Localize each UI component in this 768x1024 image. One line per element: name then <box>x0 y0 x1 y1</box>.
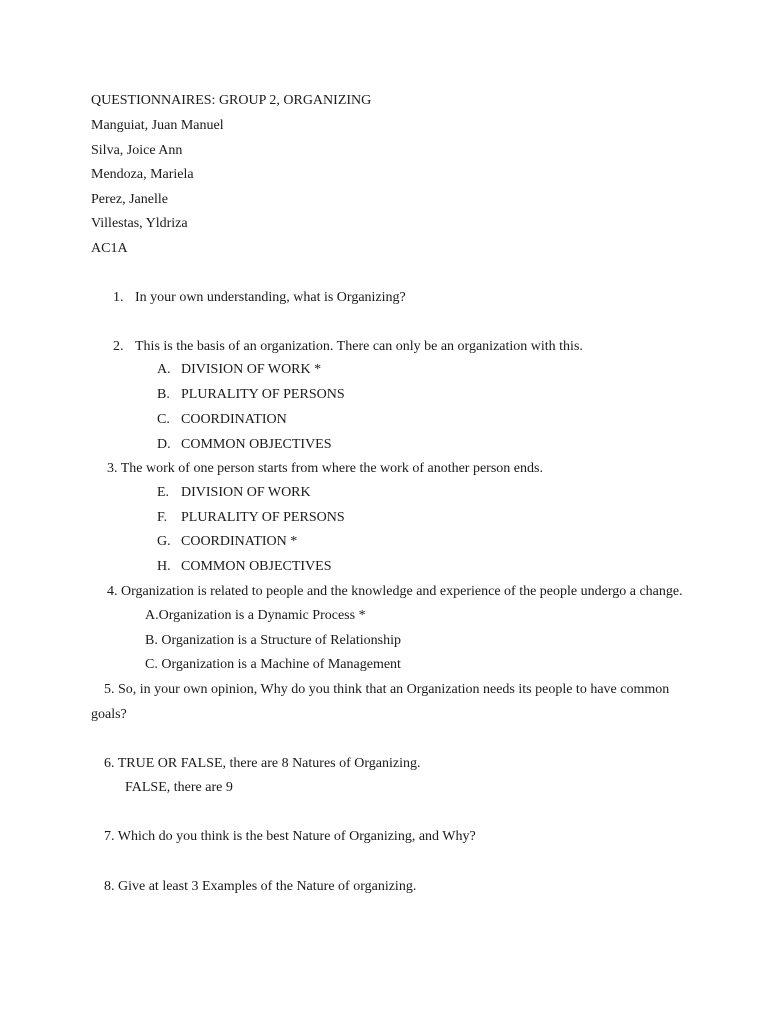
member-name: Mendoza, Mariela <box>91 167 194 182</box>
option-letter: B. <box>157 387 170 402</box>
member-name: Perez, Janelle <box>91 192 168 207</box>
option-text: PLURALITY OF PERSONS <box>181 387 345 402</box>
question-number: 1. <box>113 290 124 305</box>
question-6: 6. TRUE OR FALSE, there are 8 Natures of Organizing. <box>104 756 421 771</box>
section-code: AC1A <box>91 241 128 256</box>
question-8: 8. Give at least 3 Examples of the Nature of organizing. <box>104 879 417 894</box>
member-name: Silva, Joice Ann <box>91 143 183 158</box>
option-letter: G. <box>157 534 171 549</box>
option-letter: D. <box>157 437 171 452</box>
member-name: Manguiat, Juan Manuel <box>91 118 224 133</box>
question-1 <box>113 289 406 307</box>
option-text: DIVISION OF WORK * <box>181 362 322 377</box>
question-text: This is the basis of an organization. There can only be an organization with this. <box>135 339 583 354</box>
question-5: 5. So, in your own opinion, Why do you think that an Organization needs its people to have common <box>104 682 670 697</box>
question-2 <box>113 338 583 356</box>
option-text: COMMON OBJECTIVES <box>181 559 332 574</box>
question-5-continued: goals? <box>91 707 127 722</box>
option-item <box>157 361 321 379</box>
option-letter: C. <box>157 412 170 427</box>
option-item <box>157 533 297 551</box>
answer-text: FALSE, there are 9 <box>125 780 233 795</box>
question-text: In your own understanding, what is Organizing? <box>135 290 406 305</box>
option-item <box>157 436 332 454</box>
option-text: PLURALITY OF PERSONS <box>181 510 345 525</box>
document-title: QUESTIONNAIRES: GROUP 2, ORGANIZING <box>91 93 372 108</box>
question-number: 2. <box>113 339 124 354</box>
option-text: COORDINATION * <box>181 534 298 549</box>
option-letter: F. <box>157 510 168 525</box>
option-letter: H. <box>157 559 171 574</box>
option-item <box>157 484 311 502</box>
option-letter: A. <box>157 362 171 377</box>
option-text: COORDINATION <box>181 412 287 427</box>
option-item: A.Organization is a Dynamic Process * <box>145 608 366 623</box>
question-4: 4. Organization is related to people and the knowledge and experience of the people undergo a change. <box>107 584 683 599</box>
question-7: 7. Which do you think is the best Nature of Organizing, and Why? <box>104 829 476 844</box>
option-item <box>157 558 332 576</box>
option-item <box>157 509 345 527</box>
option-text: DIVISION OF WORK <box>181 485 311 500</box>
option-item: B. Organization is a Structure of Relationship <box>145 633 401 648</box>
option-letter: E. <box>157 485 170 500</box>
option-item <box>157 411 287 429</box>
option-text: COMMON OBJECTIVES <box>181 437 332 452</box>
option-item: C. Organization is a Machine of Management <box>145 657 401 672</box>
option-item <box>157 386 345 404</box>
member-name: Villestas, Yldriza <box>91 216 188 231</box>
question-3: 3. The work of one person starts from where the work of another person ends. <box>107 461 543 476</box>
